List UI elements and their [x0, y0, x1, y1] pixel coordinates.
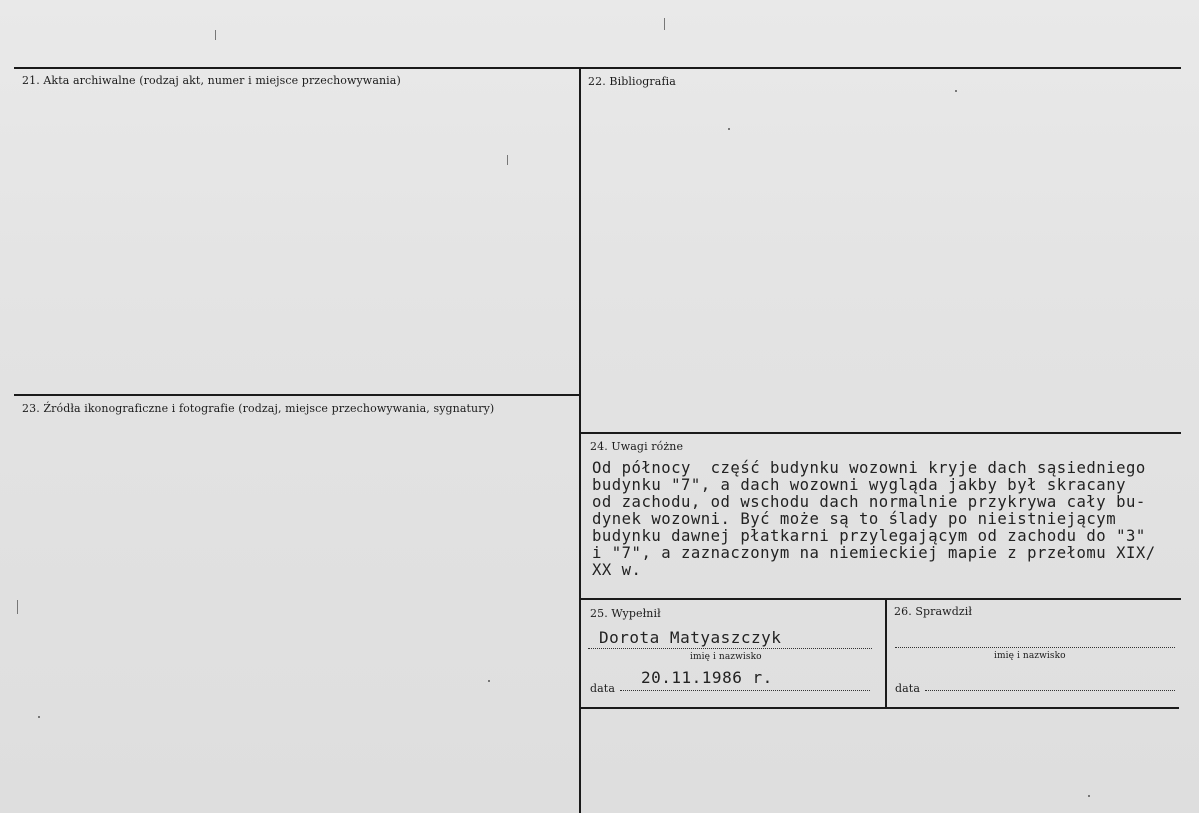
filled-by-name: Dorota Matyaszczyk [599, 628, 782, 647]
filled-by-date-value: 20.11.1986 r. [641, 668, 773, 687]
divider-25-26 [885, 600, 887, 707]
section-23-label: 23. Źródła ikonograficzne i fotografie (rodzaj, miejsce przechowywania, sygnatury) [22, 402, 495, 415]
scan-artifact [215, 30, 216, 40]
filled-by-name-line [588, 648, 872, 649]
notes-line: XX w. [592, 561, 642, 579]
notes-line: dynek wozowni. Być może są to ślady po nieistniejącym [592, 510, 1117, 528]
scan-artifact [664, 18, 665, 30]
rule-bottom-25 [581, 707, 1179, 709]
section-24-label: 24. Uwagi różne [590, 440, 684, 453]
filled-by-name-caption: imię i nazwisko [690, 652, 762, 662]
scan-artifact [488, 680, 490, 682]
checked-by-date-line [925, 690, 1175, 691]
notes-line: budynku dawnej płatkarni przylegającym od zachodu do "3" [592, 527, 1146, 545]
notes-line: Od północy część budynku wozowni kryje dach sąsiedniego [592, 459, 1146, 477]
scan-artifact [38, 716, 40, 718]
checked-by-date-label: data [895, 682, 920, 695]
rule-21-23 [14, 394, 579, 396]
section-22-label: 22. Bibliografia [588, 75, 676, 88]
scan-artifact [955, 90, 957, 92]
top-rule [14, 67, 1181, 69]
section-25-label: 25. Wypełnił [590, 607, 661, 620]
rule-22-24 [581, 432, 1181, 434]
scan-artifact [728, 128, 730, 130]
center-divider [579, 69, 581, 813]
notes-line: budynku "7", a dach wozowni wygląda jakby był skracany [592, 476, 1126, 494]
filled-by-date-label: data [590, 682, 615, 695]
checked-by-name-line [895, 647, 1175, 648]
notes-line: i "7", a zaznaczonym na niemieckiej mapie z przełomu XIX/ [592, 544, 1156, 562]
scan-artifact [17, 600, 18, 614]
scan-artifact [1088, 795, 1090, 797]
scan-artifact [507, 155, 508, 165]
section-21-label: 21. Akta archiwalne (rodzaj akt, numer i miejsce przechowywania) [22, 74, 401, 87]
filled-by-date-line [620, 690, 870, 691]
section-26-label: 26. Sprawdził [894, 605, 973, 618]
checked-by-name-caption: imię i nazwisko [994, 651, 1066, 661]
notes-line: od zachodu, od wschodu dach normalnie przykrywa cały bu- [592, 493, 1146, 511]
rule-24-25 [581, 598, 1181, 600]
